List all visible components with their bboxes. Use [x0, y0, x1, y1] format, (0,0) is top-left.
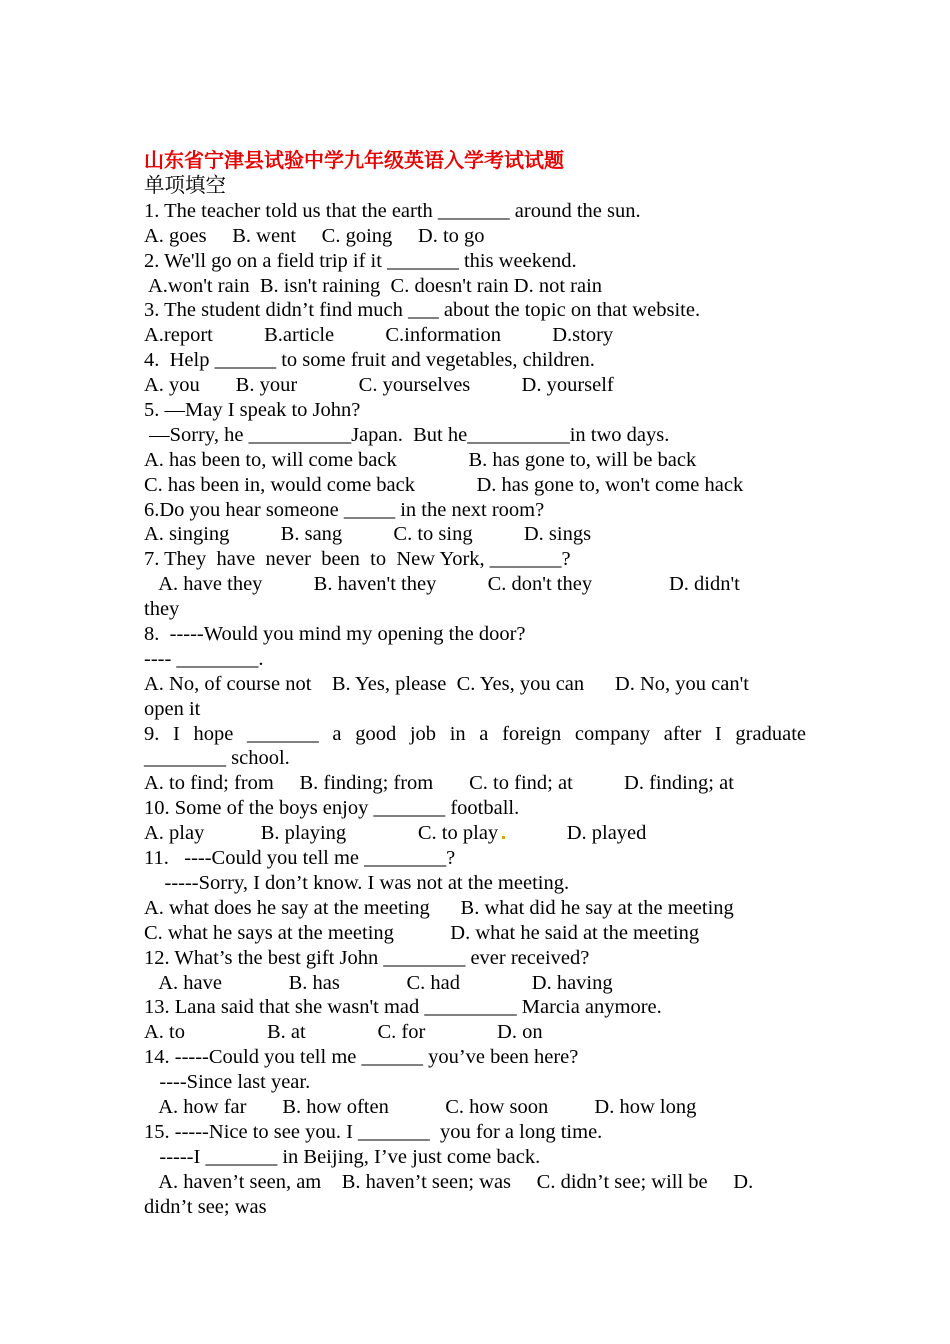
line-text: A. how far B. how often C. how soon D. how long	[144, 1095, 697, 1118]
text-line	[144, 771, 806, 796]
text-line	[144, 846, 806, 871]
text-line	[144, 821, 806, 846]
line-text: 3. The student didn’t find much ___ about the topic on that website.	[144, 299, 701, 322]
text-line	[144, 522, 806, 547]
line-text: A. haven’t seen, am B. haven’t seen; was C. didn’t see; will be D.	[144, 1170, 754, 1193]
text-line	[144, 1020, 806, 1045]
text-line	[144, 597, 806, 622]
text-line	[144, 298, 806, 323]
line-text: 14. -----Could you tell me ______ you’ve been here?	[144, 1046, 579, 1069]
line-text: 13. Lana said that she wasn't mad _________ Marcia anymore.	[144, 996, 662, 1019]
line-text: —Sorry, he __________Japan. But he__________in two days.	[144, 423, 670, 446]
text-line	[144, 1070, 806, 1095]
line-text: 5. —May I speak to John?	[144, 399, 361, 422]
line-text: A. have B. has C. had D. having	[144, 971, 613, 994]
line-text: 8. -----Would you mind my opening the door?	[144, 623, 526, 646]
text-line	[144, 249, 806, 274]
line-text: ----Since last year.	[144, 1071, 311, 1094]
line-text: open it	[144, 697, 201, 720]
line-text: -----Sorry, I don’t know. I was not at the meeting.	[144, 871, 570, 894]
line-text: -----I _______ in Beijing, I’ve just come back.	[144, 1145, 541, 1168]
text-line	[144, 1170, 806, 1195]
line-text: 4. Help ______ to some fruit and vegetables, children.	[144, 349, 595, 372]
text-line	[144, 547, 806, 572]
line-text: A. play B. playing C. to play	[144, 822, 499, 845]
line-text: 15. -----Nice to see you. I _______ you for a long time.	[144, 1120, 603, 1143]
text-line	[144, 423, 806, 448]
line-text: ---- ________.	[144, 647, 264, 670]
text-line	[144, 697, 806, 722]
text-line	[144, 1145, 806, 1170]
text-line	[144, 398, 806, 423]
line-text: 10. Some of the boys enjoy _______ football.	[144, 797, 520, 820]
line-text: A. singing B. sang C. to sing D. sings	[144, 523, 592, 546]
line-text: 9. I hope _______ a good job in a foreign company after I graduate	[144, 722, 806, 745]
line-text: C. what he says at the meeting D. what he said at the meeting	[144, 921, 700, 944]
text-line	[144, 274, 806, 299]
line-text: they	[144, 598, 180, 621]
line-text: A. to B. at C. for D. on	[144, 1021, 543, 1044]
section-heading: 单项填空	[144, 175, 226, 197]
text-line	[144, 199, 806, 224]
line-text: ________ school.	[144, 747, 290, 770]
text-line	[144, 572, 806, 597]
line-text: A. what does he say at the meeting B. what did he say at the meeting	[144, 896, 734, 919]
text-line	[144, 672, 806, 697]
line-text: A. you B. your C. yourselves D. yourself	[144, 374, 614, 397]
text-line	[144, 1120, 806, 1145]
line-text: C. has been in, would come back D. has gone to, won't come hack	[144, 473, 744, 496]
text-line	[144, 1195, 806, 1220]
text-line	[144, 373, 806, 398]
text-line	[144, 946, 806, 971]
text-line	[144, 896, 806, 921]
line-text: A. has been to, will come back B. has gone to, will be back	[144, 448, 697, 471]
line-text: A. No, of course not B. Yes, please C. Yes, you can D. No, you can't	[144, 672, 749, 695]
line-text: A. to find; from B. finding; from C. to find; at D. finding; at	[144, 772, 734, 795]
text-line	[144, 224, 806, 249]
text-line	[144, 971, 806, 996]
text-line	[144, 722, 806, 747]
text-line	[144, 746, 806, 771]
line-text: didn’t see; was	[144, 1195, 267, 1218]
line-text-continued: D. played	[505, 822, 647, 845]
text-line	[144, 348, 806, 373]
line-text: A. goes B. went C. going D. to go	[144, 224, 485, 247]
text-line	[144, 622, 806, 647]
line-text: A. have they B. haven't they C. don't they D. didn't	[144, 573, 740, 596]
line-text: A.report B.article C.information D.story	[144, 324, 614, 347]
text-line	[144, 1045, 806, 1070]
question-list	[144, 199, 806, 1220]
line-text: 11. ----Could you tell me ________?	[144, 847, 456, 870]
line-text: 12. What’s the best gift John ________ ever received?	[144, 946, 590, 969]
text-line	[144, 323, 806, 348]
line-text: 1. The teacher told us that the earth _______ around the sun.	[144, 199, 641, 222]
line-text: 7. They have never been to New York, _______?	[144, 548, 571, 571]
text-line	[144, 871, 806, 896]
text-line	[144, 921, 806, 946]
text-line	[144, 995, 806, 1020]
line-text: 2. We'll go on a field trip if it _______ this weekend.	[144, 249, 577, 272]
line-text: 6.Do you hear someone _____ in the next room?	[144, 498, 545, 521]
text-line	[144, 1095, 806, 1120]
text-line	[144, 473, 806, 498]
text-line	[144, 796, 806, 821]
line-text: A.won't rain B. isn't raining C. doesn't rain D. not rain	[144, 274, 603, 297]
document-page	[144, 148, 806, 1219]
text-line	[144, 498, 806, 523]
document-title: 山东省宁津县试验中学九年级英语入学考试试题	[144, 150, 564, 172]
text-line	[144, 647, 806, 672]
text-line	[144, 448, 806, 473]
